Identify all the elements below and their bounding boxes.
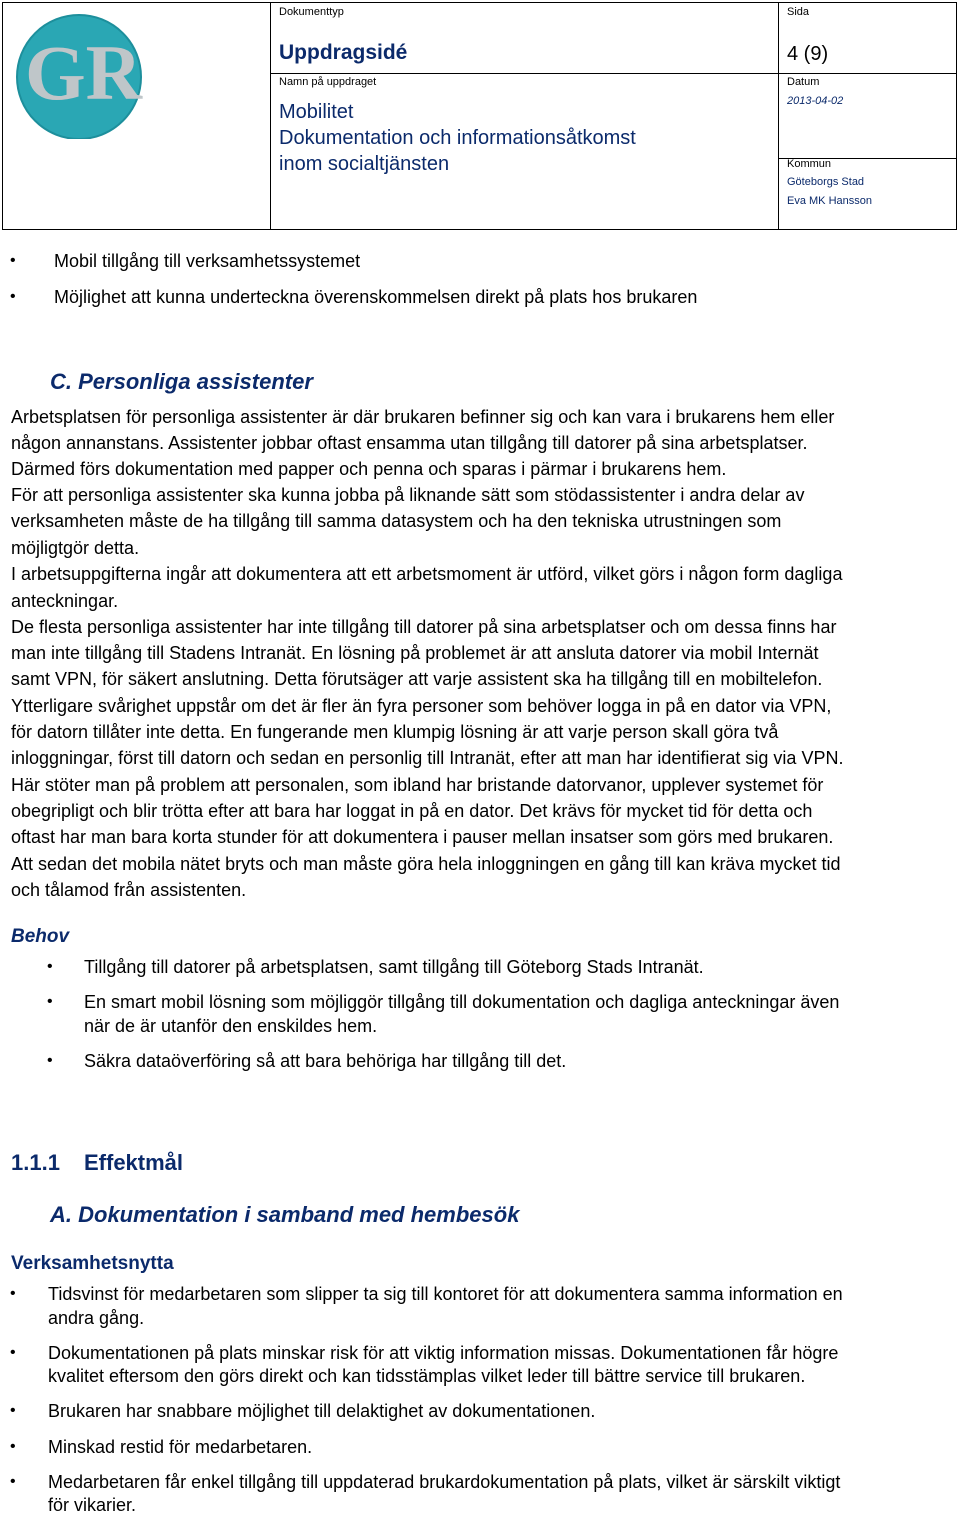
project-label: Namn på uppdraget	[279, 76, 377, 88]
municipality-label: Kommun	[787, 158, 832, 170]
document-header	[2, 2, 957, 230]
gr-logo	[11, 9, 161, 139]
paragraph-line: oftast har man bara korta stunder för att dokumentera i pauser mellan insatser som görs med brukaren.	[11, 827, 834, 847]
list-item: kvalitet eftersom den görs direkt och kan tidsstämplas vilket leder till bättre service till brukaren.	[48, 1366, 806, 1386]
paragraph-line: och tålamod från assistenten.	[11, 880, 247, 900]
list-item: för vikarier.	[48, 1495, 137, 1515]
bullet-icon: •	[47, 958, 53, 975]
paragraph-line: De flesta personliga assistenter har inte tillgång till datorer på sina arbetsplatser och om dessa finns har	[11, 617, 837, 637]
project-title-line: inom socialtjänsten	[279, 153, 450, 175]
doc-type-value: Uppdragsidé	[279, 41, 408, 64]
list-item: när de är utanför den enskildes hem.	[84, 1016, 378, 1036]
author-name: Eva MK Hansson	[787, 195, 872, 207]
list-item: En smart mobil lösning som möjliggör tillgång till dokumentation och dagliga anteckningar även	[84, 992, 840, 1012]
bullet-icon: •	[10, 288, 16, 305]
subheading-behov: Behov	[11, 926, 70, 947]
paragraph-line: anteckningar.	[11, 591, 119, 611]
paragraph-line: För att personliga assistenter ska kunna jobba på liknande sätt som stödassistenter i andra delar av	[11, 485, 805, 505]
paragraph-line: samt VPN, för säkert anslutning. Detta förutsäger att varje assistent ska ha tillgång till en mobiltelefon.	[11, 669, 823, 689]
project-title-line: Dokumentation och informationsåtkomst	[279, 127, 636, 149]
section-heading: A. Dokumentation i samband med hembesök	[50, 1202, 520, 1227]
list-item: Brukaren har snabbare möjlighet till delaktighet av dokumentationen.	[48, 1401, 596, 1421]
page-label: Sida	[787, 6, 810, 18]
paragraph-line: Här stöter man på problem att personalen, som ibland har bristande datorvanor, upplever systemet för	[11, 775, 824, 795]
bullet-icon: •	[10, 1344, 16, 1361]
bullet-icon: •	[47, 993, 53, 1010]
list-item: Medarbetaren får enkel tillgång till uppdaterad brukardokumentation på plats, vilket är särskilt viktigt	[48, 1472, 841, 1492]
header-divider	[778, 3, 779, 229]
header-divider	[270, 3, 271, 229]
bullet-icon: •	[10, 252, 16, 269]
page-number: 4 (9)	[787, 43, 829, 65]
list-item: Dokumentationen på plats minskar risk för att viktig information missas. Dokumentationen får högre	[48, 1343, 839, 1363]
list-item: Tillgång till datorer på arbetsplatsen, samt tillgång till Göteborg Stads Intranät.	[84, 957, 704, 977]
bullet-icon: •	[10, 1285, 16, 1302]
list-item: Säkra dataöverföring så att bara behöriga har tillgång till det.	[84, 1051, 567, 1071]
paragraph-line: för datorn tillåter inte detta. En fungerande men klumpig lösning är att varje person skall göra två	[11, 722, 779, 742]
section-number: 1.1.1	[11, 1150, 60, 1175]
list-item: Mobil tillgång till verksamhetssystemet	[54, 251, 361, 271]
list-item: andra gång.	[48, 1308, 145, 1328]
paragraph-line: obegripligt och blir trötta efter att bara har loggat in på en dator. Det krävs för mycket tid för detta och	[11, 801, 813, 821]
municipality-value: Göteborgs Stad	[787, 176, 865, 188]
logo-text: GR	[25, 29, 142, 116]
project-title-line: Mobilitet	[279, 101, 354, 123]
list-item: Möjlighet att kunna underteckna överenskommelsen direkt på plats hos brukaren	[54, 287, 698, 307]
date-value: 2013-04-02	[787, 95, 844, 107]
paragraph-line: verksamheten måste de ha tillgång till samma datasystem och ha den tekniska utrustningen som	[11, 511, 782, 531]
paragraph-line: möjligtgör detta.	[11, 538, 140, 558]
header-divider	[270, 73, 956, 74]
paragraph-line: någon annanstans. Assistenter jobbar oftast ensamma utan tillgång till datorer på sina arbetsplatser.	[11, 433, 808, 453]
list-item: Minskad restid för medarbetaren.	[48, 1437, 313, 1457]
subheading-verksamhetsnytta: Verksamhetsnytta	[11, 1253, 174, 1274]
paragraph-line: Därmed förs dokumentation med papper och penna och sparas i pärmar i brukarens hem.	[11, 459, 727, 479]
bullet-icon: •	[10, 1438, 16, 1455]
paragraph-line: Arbetsplatsen för personliga assistenter är där brukaren befinner sig och kan vara i brukarens hem eller	[11, 407, 835, 427]
date-label: Datum	[787, 76, 820, 88]
section-heading: C. Personliga assistenter	[50, 369, 313, 394]
paragraph-line: man inte tillgång till Stadens Intranät. En lösning på problemet är att ansluta datorer via mobil Internät	[11, 643, 819, 663]
paragraph-line: Att sedan det mobila nätet bryts och man måste göra hela inloggningen en gång till kan kräva mycket tid	[11, 854, 841, 874]
paragraph-line: I arbetsuppgifterna ingår att dokumentera att ett arbetsmoment är utförd, vilket görs i någon form dagliga	[11, 564, 843, 584]
bullet-icon: •	[10, 1473, 16, 1490]
bullet-icon: •	[47, 1052, 53, 1069]
doc-type-label: Dokumenttyp	[279, 6, 344, 18]
paragraph-line: inloggningar, först till datorn och sedan en personlig till Intranät, efter att man har identifierat sig via VPN.	[11, 748, 844, 768]
paragraph-line: Ytterligare svårighet uppstår om det är fler än fyra personer som behöver logga in på en dator via VPN,	[11, 696, 832, 716]
section-heading: Effektmål	[84, 1150, 184, 1175]
list-item: Tidsvinst för medarbetaren som slipper ta sig till kontoret för att dokumentera samma information en	[48, 1284, 843, 1304]
bullet-icon: •	[10, 1402, 16, 1419]
